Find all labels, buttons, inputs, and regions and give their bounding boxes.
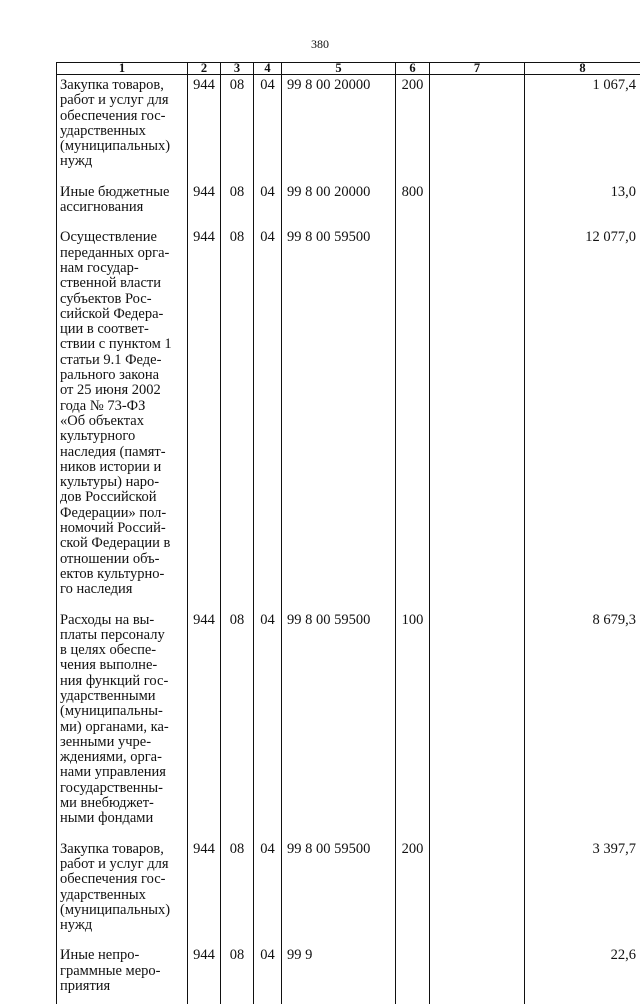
item-name-line: наследия (памят- <box>60 445 185 460</box>
item-name-line: работ и услуг для <box>60 857 185 872</box>
item-name-line: субъектов Рос- <box>60 292 185 307</box>
item-name-line: культуры) наро- <box>60 475 185 490</box>
cell-expense-type <box>396 215 430 597</box>
item-name-line: Расходы на вы- <box>60 613 185 628</box>
item-name-line: рального закона <box>60 368 185 383</box>
cell-expense-type: 200 <box>396 75 430 170</box>
column-header-7: 7 <box>430 63 525 75</box>
item-name-line: переданных орга- <box>60 246 185 261</box>
cell-amount: 22,6 <box>525 933 640 1004</box>
item-name-line: зенными учре- <box>60 735 185 750</box>
cell-column-7 <box>430 827 525 934</box>
cell-ministry-code: 944 <box>188 598 221 827</box>
table-row <box>57 598 640 827</box>
cell-section-code: 08 <box>221 933 254 1004</box>
cell-column-7 <box>430 170 525 216</box>
item-name-line: нами управления <box>60 765 185 780</box>
item-name-line: обеспечения гос- <box>60 109 185 124</box>
cell-item-name <box>57 598 188 827</box>
item-name-line: культурного <box>60 429 185 444</box>
column-header-3: 3 <box>221 63 254 75</box>
table-row <box>57 827 640 934</box>
table-row <box>57 933 640 1004</box>
cell-item-name <box>57 170 188 216</box>
item-name-line: (муниципальных) <box>60 139 185 154</box>
cell-expense-type: 100 <box>396 598 430 827</box>
item-name-line: ектов культурно- <box>60 567 185 582</box>
cell-section-code: 08 <box>221 598 254 827</box>
cell-subsection-code: 04 <box>254 75 282 170</box>
cell-target-code: 99 8 00 20000 <box>282 75 396 170</box>
table-row <box>57 75 640 170</box>
item-name-line: работ и услуг для <box>60 93 185 108</box>
item-name-line: статьи 9.1 Феде- <box>60 353 185 368</box>
item-name-line: сийской Федера- <box>60 307 185 322</box>
item-name-line: ми внебюджет- <box>60 796 185 811</box>
cell-target-code: 99 9 <box>282 933 396 1004</box>
item-name-line: дов Российской <box>60 490 185 505</box>
item-name-line: в целях обеспе- <box>60 643 185 658</box>
item-name-line: отношении объ- <box>60 552 185 567</box>
cell-expense-type: 800 <box>396 170 430 216</box>
item-name-line: ми) органами, ка- <box>60 720 185 735</box>
item-name-line: ников истории и <box>60 460 185 475</box>
item-name-line: ждениями, орга- <box>60 750 185 765</box>
cell-ministry-code: 944 <box>188 827 221 934</box>
item-name-line: платы персоналу <box>60 628 185 643</box>
item-name-line: (муниципальных) <box>60 903 185 918</box>
item-name-line: Иные бюджетные <box>60 185 185 200</box>
item-name-line: года № 73-ФЗ <box>60 399 185 414</box>
cell-column-7 <box>430 75 525 170</box>
cell-subsection-code: 04 <box>254 598 282 827</box>
cell-section-code: 08 <box>221 215 254 597</box>
cell-item-name <box>57 933 188 1004</box>
item-name-line: Иные непро- <box>60 948 185 963</box>
cell-amount: 13,0 <box>525 170 640 216</box>
item-name-line: номочий Россий- <box>60 521 185 536</box>
item-name-line: государственны- <box>60 781 185 796</box>
item-name-line: го наследия <box>60 582 185 597</box>
cell-amount: 12 077,0 <box>525 215 640 597</box>
item-name-line: «Об объектах <box>60 414 185 429</box>
item-name-line: приятия <box>60 979 185 994</box>
cell-expense-type: 200 <box>396 827 430 934</box>
cell-column-7 <box>430 933 525 1004</box>
cell-section-code: 08 <box>221 170 254 216</box>
item-name-line: ассигнования <box>60 200 185 215</box>
cell-section-code: 08 <box>221 827 254 934</box>
item-name-line: ской Федерации в <box>60 536 185 551</box>
cell-subsection-code: 04 <box>254 170 282 216</box>
table-row <box>57 170 640 216</box>
item-name-line: обеспечения гос- <box>60 872 185 887</box>
cell-target-code: 99 8 00 59500 <box>282 215 396 597</box>
item-name-line: от 25 июня 2002 <box>60 383 185 398</box>
item-name-line: Федерации» пол- <box>60 506 185 521</box>
cell-column-7 <box>430 598 525 827</box>
item-name-line: нужд <box>60 918 185 933</box>
cell-ministry-code: 944 <box>188 215 221 597</box>
item-name-line: ударственными <box>60 689 185 704</box>
column-header-1: 1 <box>57 63 188 75</box>
cell-ministry-code: 944 <box>188 170 221 216</box>
cell-ministry-code: 944 <box>188 75 221 170</box>
column-header-2: 2 <box>188 63 221 75</box>
cell-amount: 1 067,4 <box>525 75 640 170</box>
cell-target-code: 99 8 00 20000 <box>282 170 396 216</box>
item-name-line: ния функций гос- <box>60 674 185 689</box>
column-header-8: 8 <box>525 63 640 75</box>
cell-subsection-code: 04 <box>254 933 282 1004</box>
item-name-line: граммные меро- <box>60 964 185 979</box>
table-row <box>57 215 640 597</box>
item-name-line: нам государ- <box>60 261 185 276</box>
cell-amount: 8 679,3 <box>525 598 640 827</box>
cell-column-7 <box>430 215 525 597</box>
item-name-line: ными фондами <box>60 811 185 826</box>
cell-expense-type <box>396 933 430 1004</box>
table-header-row <box>57 63 640 75</box>
column-header-5: 5 <box>282 63 396 75</box>
cell-section-code: 08 <box>221 75 254 170</box>
item-name-line: ственной власти <box>60 276 185 291</box>
item-name-line: (муниципальны- <box>60 704 185 719</box>
item-name-line: ствии с пунктом 1 <box>60 337 185 352</box>
budget-table <box>56 62 640 1004</box>
column-header-6: 6 <box>396 63 430 75</box>
item-name-line: Осуществление <box>60 230 185 245</box>
item-name-line: нужд <box>60 154 185 169</box>
item-name-line: Закупка товаров, <box>60 78 185 93</box>
cell-item-name <box>57 215 188 597</box>
cell-amount: 3 397,7 <box>525 827 640 934</box>
cell-item-name <box>57 75 188 170</box>
column-header-4: 4 <box>254 63 282 75</box>
cell-target-code: 99 8 00 59500 <box>282 827 396 934</box>
cell-item-name <box>57 827 188 934</box>
item-name-line: Закупка товаров, <box>60 842 185 857</box>
cell-ministry-code: 944 <box>188 933 221 1004</box>
item-name-line: ции в соответ- <box>60 322 185 337</box>
table-body <box>57 75 640 1004</box>
item-name-line: ударственных <box>60 888 185 903</box>
item-name-line: чения выполне- <box>60 658 185 673</box>
cell-subsection-code: 04 <box>254 827 282 934</box>
item-name-line: ударственных <box>60 124 185 139</box>
cell-target-code: 99 8 00 59500 <box>282 598 396 827</box>
page-number: 380 <box>0 37 640 51</box>
cell-subsection-code: 04 <box>254 215 282 597</box>
